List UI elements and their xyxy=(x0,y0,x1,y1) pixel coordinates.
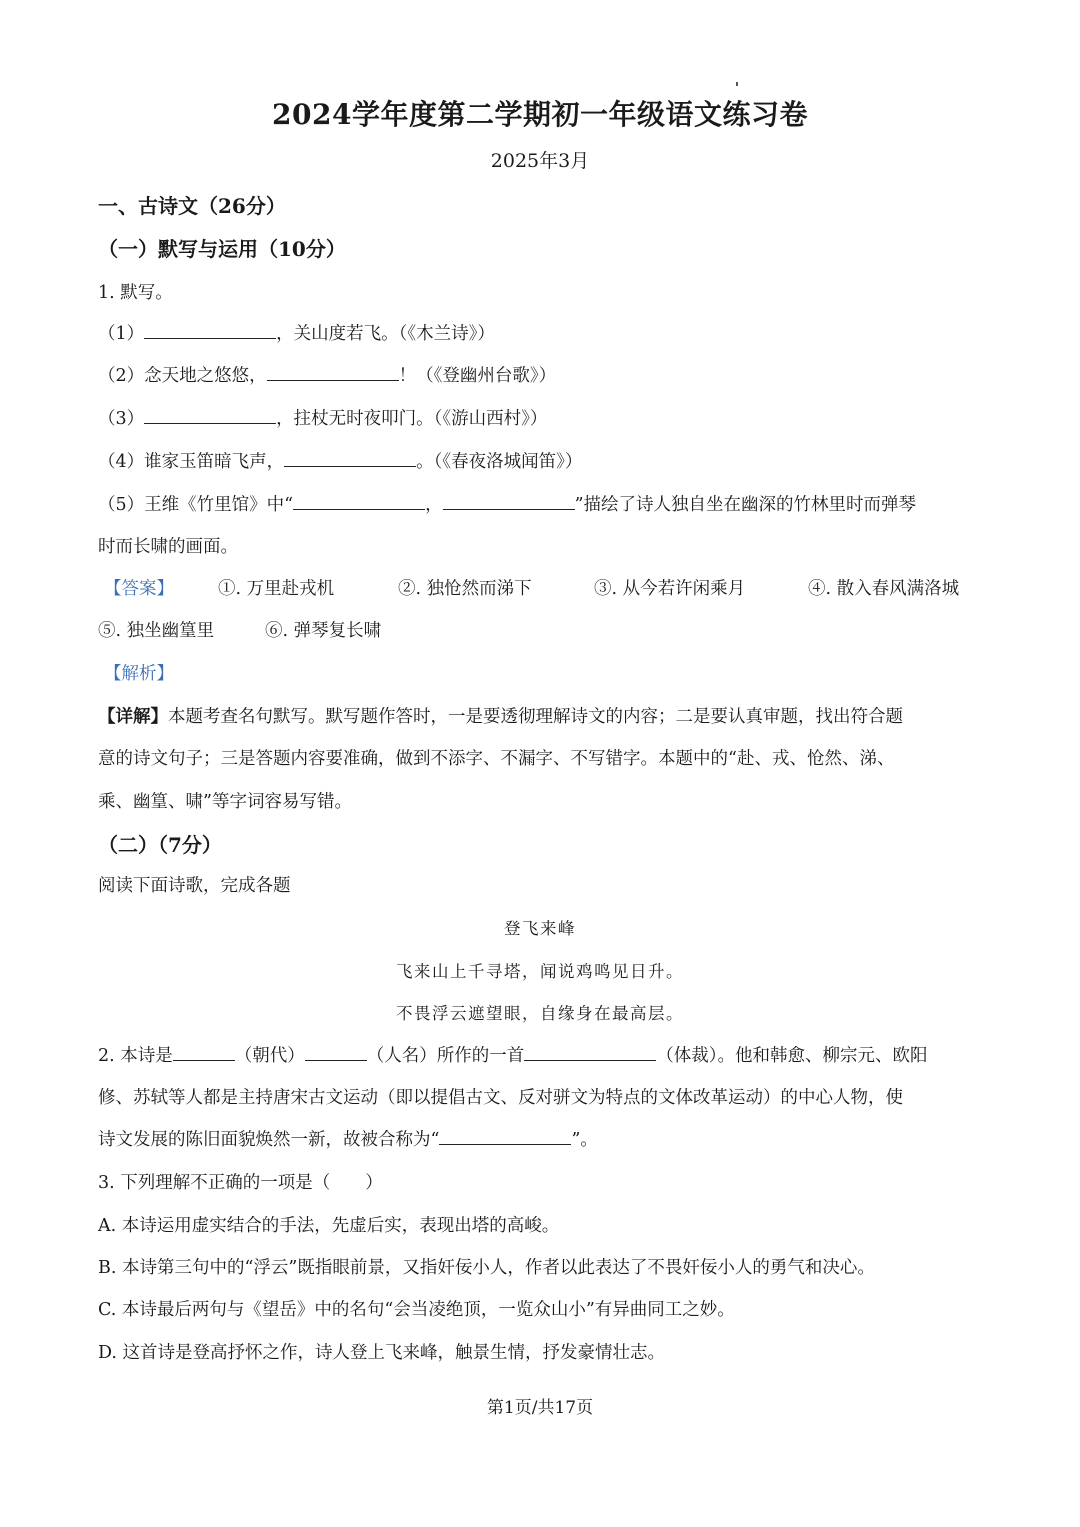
page-title: 2024学年度第二学期初一年级语文练习卷 xyxy=(272,98,808,131)
answer-blank[interactable] xyxy=(267,362,399,381)
author-blank[interactable] xyxy=(305,1042,367,1061)
poem-line-1: 飞来山上千寻塔，闻说鸡鸣见日升。 xyxy=(396,962,684,981)
answer-blank[interactable] xyxy=(284,448,416,467)
answer-blank[interactable] xyxy=(293,491,425,510)
item-text: 王维《竹里馆》中“ xyxy=(144,495,294,515)
q1-item-5 xyxy=(98,491,988,516)
q3-stem: 3. 下列理解不正确的一项是（ ） xyxy=(98,1173,383,1193)
answer-item-5: ⑤. 独坐幽篁里 xyxy=(98,621,215,641)
part1-title: （一）默写与运用（10分） xyxy=(98,237,346,261)
answer-blank[interactable] xyxy=(144,320,276,339)
section-title: 一、古诗文（26分） xyxy=(98,194,286,218)
q2-line-2: 修、苏轼等人都是主持唐宋古文运动（即以提倡古文、反对骈文为特点的文体改革运动）的中心人物，使 xyxy=(98,1088,903,1108)
answer-blank[interactable] xyxy=(144,405,276,424)
detail-line-3: 乘、幽篁、啸”等字词容易写错。 xyxy=(98,792,352,812)
answer-item-3: ③. 从今若许闲乘月 xyxy=(594,579,746,599)
q3-option-c[interactable]: C. 本诗最后两句与《望岳》中的名句“会当凌绝顶，一览众山小”有异曲同工之妙。 xyxy=(98,1300,735,1320)
item-text: ，拄杖无时夜叩门。（《游山西村》） xyxy=(276,409,548,429)
detail-label: 【详解】 xyxy=(98,707,168,727)
q2-text: ”。 xyxy=(571,1130,598,1150)
genre-blank[interactable] xyxy=(524,1042,656,1061)
analysis-label: 【解析】 xyxy=(104,664,174,684)
answer-item-4: ④. 散入春风满洛城 xyxy=(808,579,960,599)
item-num: （5） xyxy=(98,495,145,515)
poem-line-2: 不畏浮云遮望眼，自缘身在最高层。 xyxy=(396,1004,684,1023)
q1-item-1 xyxy=(98,320,988,345)
q2-text: （人名）所作的一首 xyxy=(366,1046,525,1066)
q2-text: （体裁）。他和韩愈、柳宗元、欧阳 xyxy=(656,1046,928,1066)
answer-item-2: ②. 独怆然而涕下 xyxy=(398,579,532,599)
answer-item-6: ⑥. 弹琴复长啸 xyxy=(265,621,382,641)
q2-text: 诗文发展的陈旧面貌焕然一新，故被合称为“ xyxy=(98,1130,440,1150)
q2-line-1 xyxy=(98,1042,988,1067)
q1-item-2 xyxy=(98,362,988,387)
item-text: ， xyxy=(425,495,443,515)
answer-item-1: ①. 万里赴戎机 xyxy=(218,579,335,599)
item-text: ！（《登幽州台歌》） xyxy=(398,366,557,386)
page-number: 第1页/共17页 xyxy=(486,1398,594,1418)
detail-line-1 xyxy=(98,703,988,728)
q3-option-d[interactable]: D. 这首诗是登高抒怀之作，诗人登上飞来峰，触景生情，抒发豪情壮志。 xyxy=(98,1343,666,1363)
q1-item-3 xyxy=(98,405,988,430)
detail-line-2: 意的诗文句子；三是答题内容要准确，做到不添字、不漏字、不写错字。本题中的“赴、戎、怆然、涕、 xyxy=(98,749,895,769)
q1-item-4 xyxy=(98,448,988,473)
q1-label: 1. 默写。 xyxy=(98,283,173,303)
detail-text: 本题考查名句默写。默写题作答时，一是要透彻理解诗文的内容；二是要认真审题，找出符合题 xyxy=(168,707,903,727)
item-num: （3） xyxy=(98,409,145,429)
item-text: ”描绘了诗人独自坐在幽深的竹林里时而弹琴 xyxy=(574,495,917,515)
q3-option-b[interactable]: B. 本诗第三句中的“浮云”既指眼前景，又指奸佞小人，作者以此表达了不畏奸佞小人的勇气和决心。 xyxy=(98,1258,875,1278)
title-blank[interactable] xyxy=(439,1126,571,1145)
item-text: 。（《春夜洛城闻笛》） xyxy=(416,452,583,472)
item-num: （1） xyxy=(98,324,145,344)
dynasty-blank[interactable] xyxy=(173,1042,235,1061)
q2-text: （朝代） xyxy=(234,1046,305,1066)
item-text: ，关山度若飞。（《木兰诗》） xyxy=(276,324,495,344)
q2-line-3 xyxy=(98,1126,988,1151)
part2-intro: 阅读下面诗歌，完成各题 xyxy=(98,876,291,896)
answer-blank[interactable] xyxy=(443,491,575,510)
exam-date: 2025年3月 xyxy=(490,150,590,172)
answer-label: 【答案】 xyxy=(104,579,174,599)
item-text: 念天地之悠悠， xyxy=(144,366,267,386)
item-num: （4） xyxy=(98,452,145,472)
scan-mark xyxy=(736,82,738,86)
poem-title: 登飞来峰 xyxy=(504,919,576,938)
item-text: 谁家玉笛暗飞声， xyxy=(144,452,285,472)
item-num: （2） xyxy=(98,366,145,386)
q2-text: 2. 本诗是 xyxy=(98,1046,173,1066)
q3-option-a[interactable]: A. 本诗运用虚实结合的手法，先虚后实，表现出塔的高峻。 xyxy=(98,1216,560,1236)
part2-title: （二）（7分） xyxy=(98,833,222,857)
q1-item-5-cont: 时而长啸的画面。 xyxy=(98,537,238,557)
